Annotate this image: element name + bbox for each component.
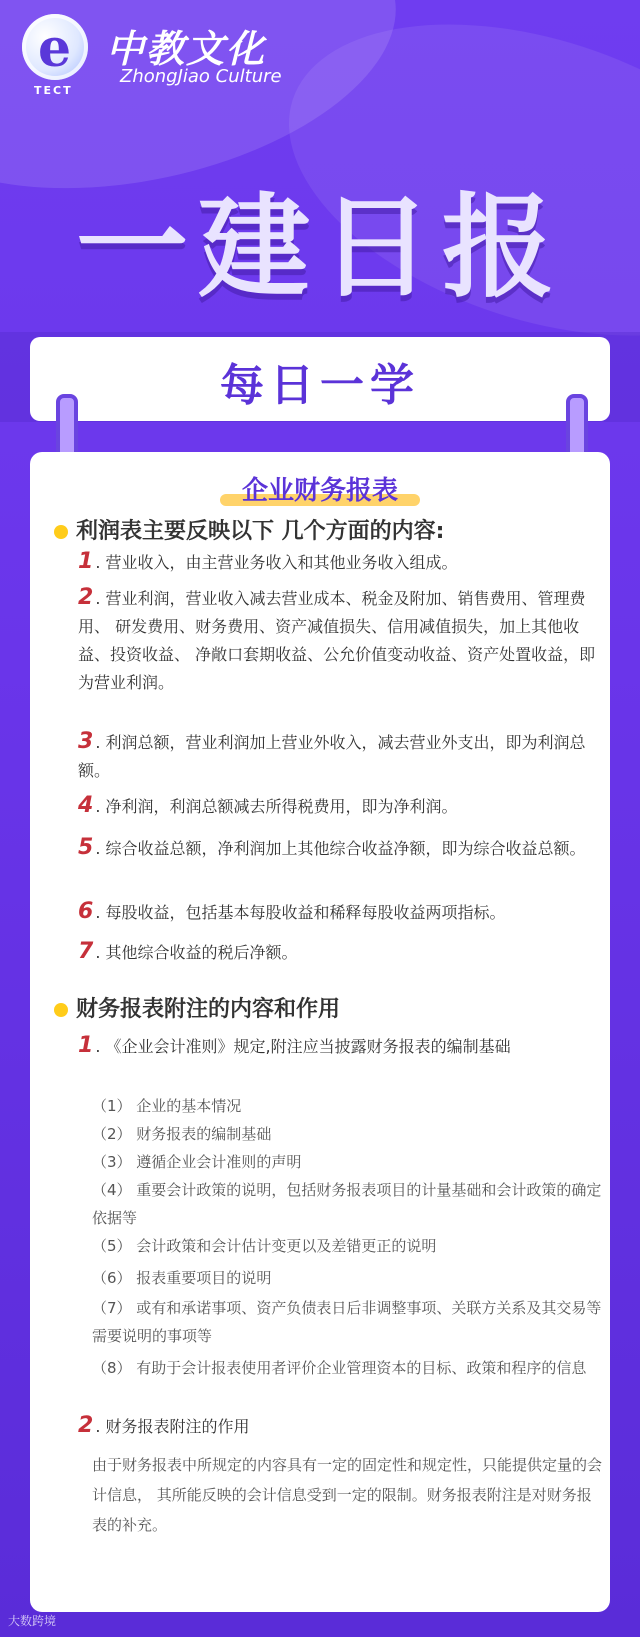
content-card	[30, 452, 610, 1612]
item-text: . 财务报表附注的作用	[95, 1417, 250, 1436]
list-item	[78, 728, 598, 785]
sub-item: （6） 报表重要项目的说明	[92, 1269, 272, 1287]
section-heading-notes	[54, 992, 340, 1023]
item-text: . 利润总额，营业利润加上营业外收入，减去营业外支出，即为利润总额。	[78, 733, 586, 780]
item-number: 1	[78, 549, 94, 574]
item-text: . 营业收入，由主营业务收入和其他业务收入组成。	[95, 553, 458, 572]
item-text: . 其他综合收益的税后净额。	[95, 943, 298, 962]
page-headline: 一建日报	[76, 183, 564, 313]
bullet-dot-icon	[54, 1003, 68, 1017]
subtitle-card	[30, 337, 610, 421]
list-item	[78, 584, 598, 697]
list-item	[78, 1032, 598, 1061]
section-title: 利润表主要反映以下 几个方面的内容:	[76, 519, 445, 544]
sub-item: （3） 遵循企业会计准则的声明	[92, 1153, 302, 1171]
item-number: 7	[78, 939, 94, 964]
logo-tect-text: TECT	[34, 84, 73, 97]
list-item	[78, 548, 598, 577]
list-item	[78, 834, 598, 863]
item-number: 4	[78, 793, 94, 818]
sub-item: （1） 企业的基本情况	[92, 1097, 242, 1115]
item-text: . 每股收益，包括基本每股收益和稀释每股收益两项指标。	[95, 903, 506, 922]
brand-name-cn: 中教文化	[106, 27, 267, 71]
bullet-dot-icon	[54, 525, 68, 539]
item-text: . 营业利润，营业收入减去营业成本、税金及附加、销售费用、管理费用、 研发费用、财务费用、资产减值损失、信用减值损失，加上其他收益、投资收益、 净敞口套期收益、公允价值变动收益、资产处置收益，即为营业利润。	[78, 589, 596, 692]
item-number: 6	[78, 899, 94, 924]
list-item	[78, 898, 598, 927]
list-item	[78, 938, 598, 967]
sub-item: （2） 财务报表的编制基础	[92, 1125, 272, 1143]
subtitle-text: 每日一学	[220, 360, 420, 411]
item-number: 5	[78, 835, 94, 860]
card-title: 企业财务报表	[241, 476, 398, 506]
item-text: . 综合收益总额，净利润加上其他综合收益净额，即为综合收益总额。	[95, 839, 586, 858]
explanation-paragraph: 由于财务报表中所规定的内容具有一定的固定性和规定性，只能提供定量的会计信息， 其所能反映的会计信息受到一定的限制。财务报表附注是对财务报表的补充。	[92, 1456, 603, 1534]
item-number: 2	[78, 585, 94, 610]
sub-item: （4） 重要会计政策的说明，包括财务报表项目的计量基础和会计政策的确定依据等	[92, 1181, 602, 1227]
brand-logo	[22, 14, 282, 97]
item-text: . 《企业会计准则》规定,附注应当披露财务报表的编制基础	[95, 1037, 511, 1056]
list-item	[78, 1412, 598, 1441]
sub-item: （7） 或有和承诺事项、资产负债表日后非调整事项、关联方关系及其交易等需要说明的事项等	[92, 1299, 602, 1345]
section-title: 财务报表附注的内容和作用	[76, 997, 341, 1022]
brand-name-en: ZhongJiao Culture	[120, 66, 282, 87]
item-number: 3	[78, 729, 94, 754]
item-text: . 净利润，利润总额减去所得税费用，即为净利润。	[95, 797, 458, 816]
sub-item: （8） 有助于会计报表使用者评价企业管理资本的目标、政策和程序的信息	[92, 1359, 587, 1377]
section-heading-income-statement	[54, 514, 444, 545]
list-item	[78, 792, 598, 821]
item-number: 2	[78, 1413, 94, 1438]
item-number: 1	[78, 1033, 94, 1058]
watermark: 大数跨境	[8, 1614, 57, 1628]
logo-e-icon	[22, 14, 88, 80]
sub-item: （5） 会计政策和会计估计变更以及差错更正的说明	[92, 1237, 437, 1255]
